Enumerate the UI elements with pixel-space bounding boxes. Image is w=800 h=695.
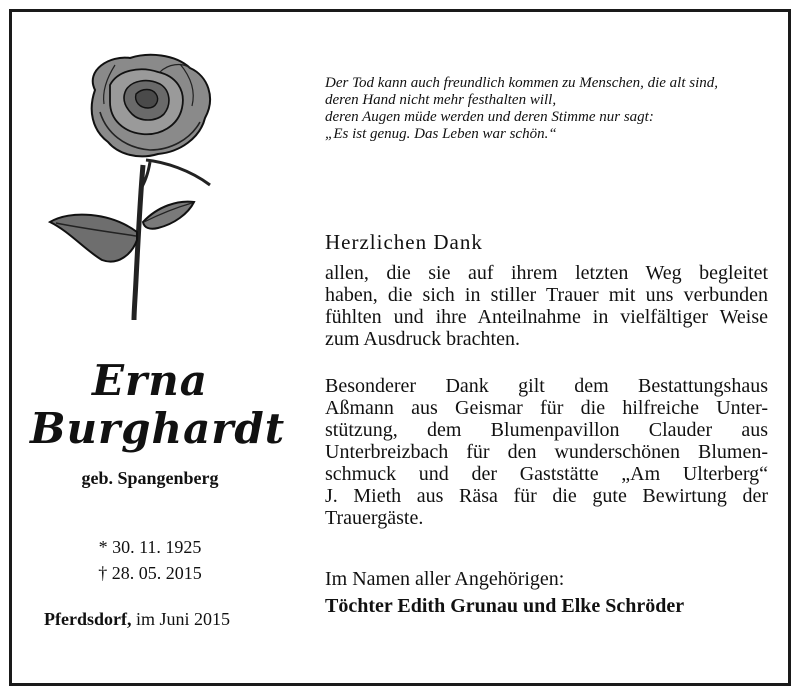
place-date: im Juni 2015 <box>135 609 230 629</box>
poem-line: Der Tod kann auch freundlich kommen zu Menschen, die alt sind, <box>325 75 718 91</box>
poem-line: „Es ist genug. Das Leben war schön.“ <box>325 126 557 142</box>
text-line: stützung, dem Blumenpavillon Clauder aus <box>325 419 768 441</box>
signature-names: Töchter Edith Grunau und Elke Schröder <box>325 595 685 617</box>
text-line: Unterbreizbach für den wunderschönen Blumen- <box>325 441 768 463</box>
birth-date: * 30. 11. 1925 <box>98 537 202 557</box>
text-line: Trauergäste. <box>325 507 424 529</box>
death-date: † 28. 05. 2015 <box>98 563 202 583</box>
poem-line: deren Hand nicht mehr festhalten will, <box>325 92 557 108</box>
deceased-first-name: Erna <box>92 356 208 405</box>
thanks-heading: Herzlichen Dank <box>325 230 483 254</box>
place-town: Pferdsdorf, <box>44 609 132 629</box>
place-and-date <box>44 609 230 630</box>
text-line: zum Ausdruck brachten. <box>325 328 520 350</box>
thanks-paragraph-2 <box>325 375 768 529</box>
poem <box>325 75 718 143</box>
text-line: Besonderer Dank gilt dem Bestattungshaus <box>325 375 768 397</box>
text-line: Aßmann aus Geismar für die hilfreiche Unter- <box>325 397 768 419</box>
deceased-last-name: Burghardt <box>30 404 286 453</box>
text-line: haben, die sich in stiller Trauer mit uns verbunden <box>325 284 768 306</box>
text-line: schmuck und der Gaststätte „Am Ulterberg“ <box>325 463 768 485</box>
poem-line: deren Augen müde werden und deren Stimme nur sagt: <box>325 109 654 125</box>
text-line: allen, die sie auf ihrem letzten Weg begleitet <box>325 262 768 284</box>
text-line: J. Mieth aus Räsa für die gute Bewirtung der <box>325 485 768 507</box>
text-line: fühlten und ihre Anteilnahme in vielfältiger Weise <box>325 306 768 328</box>
rose-icon <box>40 50 230 322</box>
born-name: geb. Spangenberg <box>81 468 219 488</box>
thanks-paragraph-1 <box>325 262 768 350</box>
signature-intro: Im Namen aller Angehörigen: <box>325 568 565 590</box>
